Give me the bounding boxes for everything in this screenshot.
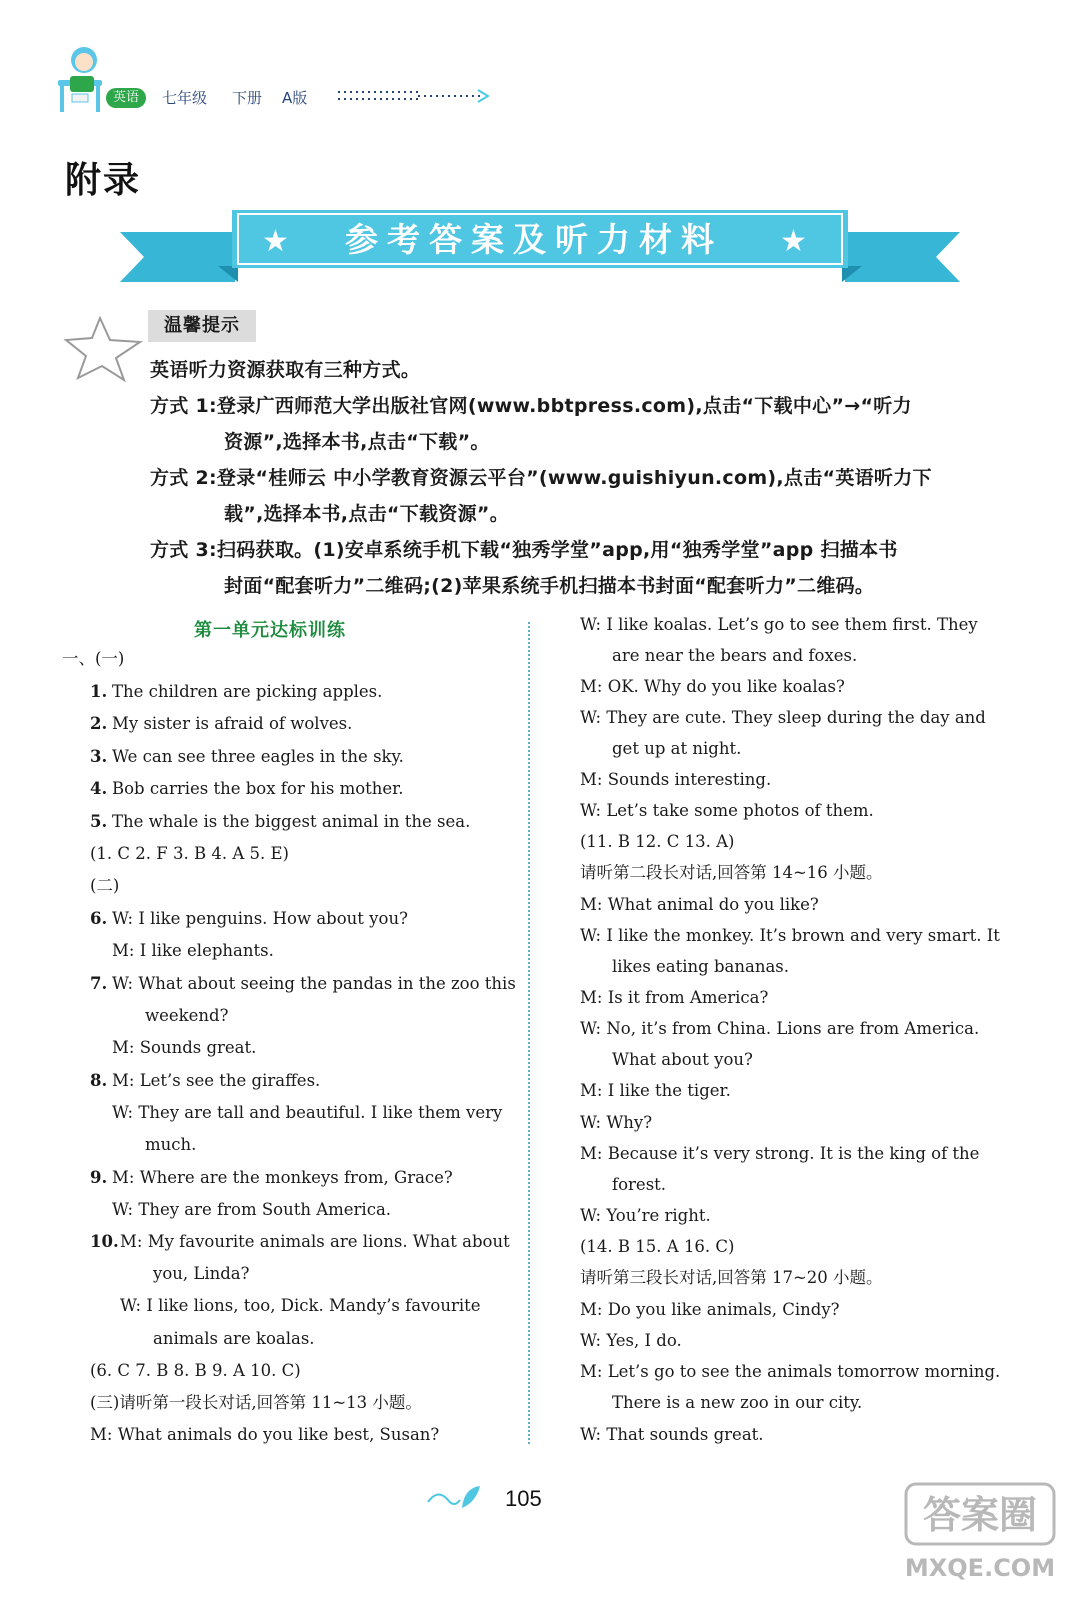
list-item: M: My favourite animals are lions. What about (120, 1232, 510, 1251)
dialogue-line: W: I like koalas. Let’s go to see them first. They (580, 615, 978, 634)
star-outline-icon (60, 310, 148, 384)
dialogue-line: W: They are cute. They sleep during the day and (580, 708, 986, 727)
dialogue-line: 请听第二段长对话,回答第 14~16 小题。 (580, 863, 883, 882)
list-item: animals are koalas. (153, 1329, 315, 1348)
list-item: Bob carries the box for his mother. (112, 779, 404, 798)
dialogue-line: There is a new zoo in our city. (612, 1393, 863, 1412)
column-divider (528, 622, 530, 1444)
list-item: much. (145, 1135, 197, 1154)
list-item: (三)请听第一段长对话,回答第 11~13 小题。 (90, 1393, 422, 1412)
list-item: M: Let’s see the giraffes. (112, 1071, 321, 1090)
dialogue-line: are near the bears and foxes. (612, 646, 858, 665)
list-item: W: I like penguins. How about you? (112, 909, 408, 928)
list-item: M: What animals do you like best, Susan? (90, 1425, 440, 1444)
item-number: 9. (90, 1168, 108, 1187)
list-item: M: Where are the monkeys from, Grace? (112, 1168, 453, 1187)
list-item: weekend? (145, 1006, 229, 1025)
list-item: W: What about seeing the pandas in the zoo this (112, 974, 516, 993)
list-item: We can see three eagles in the sky. (112, 747, 404, 766)
item-number: 10. (90, 1232, 119, 1251)
answer-key: (14. B 15. A 16. C) (580, 1237, 735, 1256)
list-item: W: They are from South America. (112, 1200, 392, 1219)
list-item: W: They are tall and beautiful. I like them very (112, 1103, 503, 1122)
item-number: 2. (90, 714, 108, 733)
tip-line: 资源”,选择本书,点击“下载”。 (224, 431, 490, 453)
svg-text:答案圈: 答案圈 (922, 1493, 1038, 1537)
dialogue-line: M: Is it from America? (580, 988, 769, 1007)
subject-badge: 英语 (106, 88, 146, 108)
answer-key: (11. B 12. C 13. A) (580, 832, 735, 851)
answer-key: (1. C 2. F 3. B 4. A 5. E) (90, 844, 289, 863)
dialogue-line: forest. (612, 1175, 667, 1194)
tip-line: 载”,选择本书,点击“下载资源”。 (224, 503, 509, 525)
dialogue-line: W: I like the monkey. It’s brown and very smart. It (580, 926, 1000, 945)
list-item: W: I like lions, too, Dick. Mandy’s favourite (120, 1296, 481, 1315)
tip-line: 英语听力资源获取有三种方式。 (150, 359, 421, 381)
list-item: The whale is the biggest animal in the sea. (112, 812, 471, 831)
item-number: 4. (90, 779, 108, 798)
dialogue-line: W: Let’s take some photos of them. (580, 801, 874, 820)
sprout-icon (424, 1482, 484, 1514)
watermark-logo (900, 1478, 1060, 1586)
list-item: M: Sounds great. (112, 1038, 257, 1057)
dialogue-line: M: Do you like animals, Cindy? (580, 1300, 840, 1319)
dialogue-line: W: No, it’s from China. Lions are from America. (580, 1019, 980, 1038)
list-item: you, Linda? (153, 1264, 250, 1283)
dialogue-line: W: You’re right. (580, 1206, 711, 1225)
dialogue-line: M: Because it’s very strong. It is the king of the (580, 1144, 980, 1163)
dotted-arrow-icon (338, 86, 498, 110)
star-icon: ★ (780, 224, 807, 259)
section-heading: 第一单元达标训练 (194, 620, 346, 641)
list-item: M: I like elephants. (112, 941, 274, 960)
star-icon: ★ (262, 224, 289, 259)
list-item: (二) (90, 876, 120, 895)
mascot-icon (52, 42, 108, 118)
volume-label: 下册 (232, 89, 263, 107)
dialogue-line: W: Why? (580, 1113, 653, 1132)
item-number: 8. (90, 1071, 108, 1090)
dialogue-line: M: I like the tiger. (580, 1081, 731, 1100)
grade-label: 七年级 (162, 89, 208, 107)
item-number: 1. (90, 682, 108, 701)
dialogue-line: M: Let’s go to see the animals tomorrow morning. (580, 1362, 1001, 1381)
dialogue-line: M: Sounds interesting. (580, 770, 772, 789)
dialogue-line: 请听第三段长对话,回答第 17~20 小题。 (580, 1268, 883, 1287)
dialogue-line: get up at night. (612, 739, 742, 758)
dialogue-line: likes eating bananas. (612, 957, 790, 976)
list-item: The children are picking apples. (112, 682, 383, 701)
edition-label: A版 (282, 89, 308, 107)
dialogue-line: W: That sounds great. (580, 1425, 764, 1444)
tip-line: 封面“配套听力”二维码;(2)苹果系统手机扫描本书封面“配套听力”二维码。 (224, 575, 875, 597)
answer-key: (6. C 7. B 8. B 9. A 10. C) (90, 1361, 301, 1380)
item-number: 6. (90, 909, 108, 928)
banner-title: 参考答案及听力材料 (345, 220, 723, 259)
dialogue-line: M: What animal do you like? (580, 895, 819, 914)
item-number: 7. (90, 974, 108, 993)
item-number: 5. (90, 812, 108, 831)
dialogue-line: W: Yes, I do. (580, 1331, 682, 1350)
tip-line: 方式 3:扫码获取。(1)安卓系统手机下载“独秀学堂”app,用“独秀学堂”app 扫描本书 (150, 539, 898, 561)
tip-line: 方式 1:登录广西师范大学出版社官网(www.bbtpress.com),点击“下载中心”→“听力 (150, 395, 912, 417)
page-number: 105 (505, 1486, 542, 1511)
tip-label: 温馨提示 (148, 310, 256, 342)
dialogue-line: M: OK. Why do you like koalas? (580, 677, 845, 696)
list-item: My sister is afraid of wolves. (112, 714, 353, 733)
appendix-title: 附录 (65, 160, 142, 201)
list-item: 一、(一) (62, 649, 125, 668)
item-number: 3. (90, 747, 108, 766)
svg-text:MXQE.COM: MXQE.COM (904, 1554, 1056, 1582)
tip-line: 方式 2:登录“桂师云 中小学教育资源云平台”(www.guishiyun.com),点击“英语听力下 (150, 467, 932, 489)
dialogue-line: What about you? (612, 1050, 753, 1069)
